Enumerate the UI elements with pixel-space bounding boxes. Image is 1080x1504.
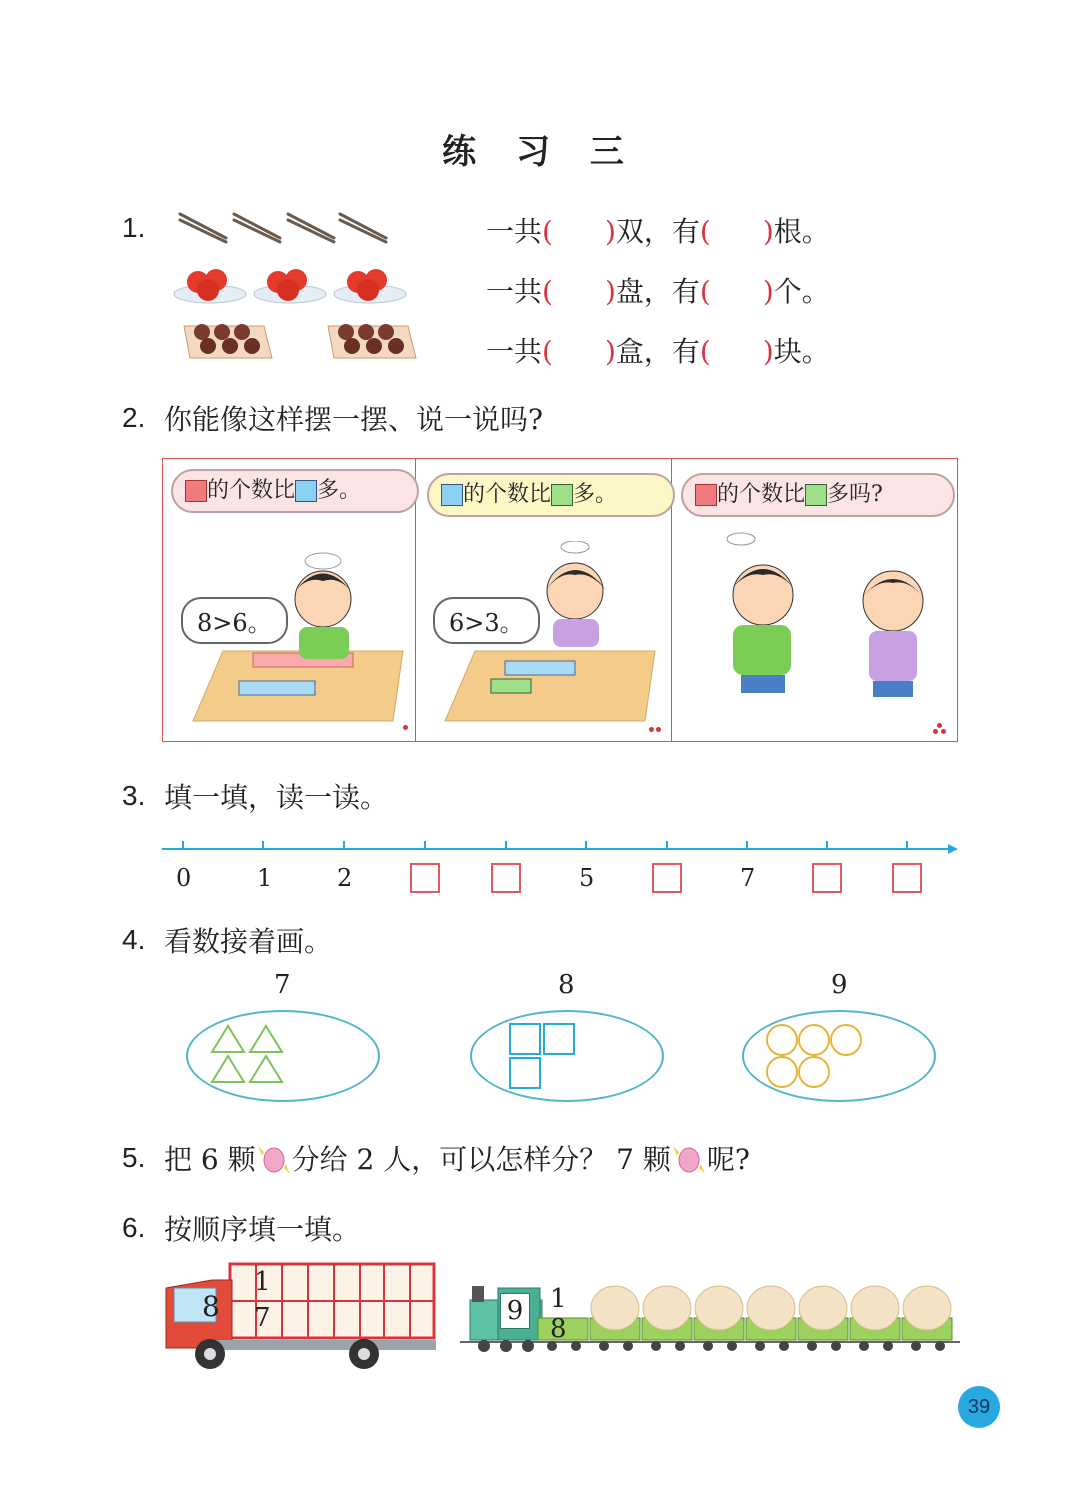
blue-cube-icon xyxy=(441,484,463,506)
number-line xyxy=(160,836,960,858)
q5-text-b: 分给 2 人，可以怎样分？ 7 颗 xyxy=(291,1143,671,1176)
bubble-text: 多。 xyxy=(317,478,362,503)
page-number-badge: 39 xyxy=(958,1386,1000,1428)
q1-line-2-b: 盘，有 xyxy=(615,275,700,308)
oval-number-2: 8 xyxy=(558,970,575,1000)
close-paren: ) xyxy=(604,275,616,308)
train-bottom-number: 8 xyxy=(550,1314,567,1344)
number-line-answer-box[interactable] xyxy=(491,863,521,893)
q4-text: 看数接着画。 xyxy=(164,925,333,958)
q4-number: 4. xyxy=(122,924,146,955)
tomato-plates-image xyxy=(172,262,412,304)
q1-line-1-b: 双，有 xyxy=(615,215,700,248)
bubble-text: 多。 xyxy=(573,482,618,507)
q3-text: 填一填，读一读。 xyxy=(164,781,389,814)
candy-icon xyxy=(256,1148,292,1176)
q6-number: 6. xyxy=(122,1212,146,1243)
thought-bubble-3 xyxy=(681,473,955,517)
close-paren: ) xyxy=(762,335,774,368)
q1-line-2 xyxy=(486,270,830,310)
q1-line-1-c: 根。 xyxy=(773,215,830,248)
truck-top-number: 1 xyxy=(254,1267,271,1297)
close-paren: ) xyxy=(604,335,616,368)
truck-cab-number: 8 xyxy=(202,1290,220,1323)
q2-text: 你能像这样摆一摆、说一说吗? xyxy=(164,403,544,436)
blue-cube-icon xyxy=(295,480,317,502)
q3-number: 3. xyxy=(122,780,146,811)
number-line-label: 2 xyxy=(337,864,353,892)
q1-line-3-b: 盒，有 xyxy=(615,335,700,368)
cake-boxes-image xyxy=(180,314,420,366)
panel-marker-2a xyxy=(649,727,654,732)
number-line-label: 0 xyxy=(176,864,192,892)
number-line-label: 5 xyxy=(579,864,595,892)
number-line-answer-box[interactable] xyxy=(812,863,842,893)
panel-marker-3b xyxy=(933,729,938,734)
number-line-answer-box[interactable] xyxy=(652,863,682,893)
truck-bottom-number: 7 xyxy=(254,1303,271,1333)
open-paren: ( xyxy=(699,215,711,248)
red-cube-icon xyxy=(695,484,717,506)
open-paren: ( xyxy=(542,335,553,368)
triangles-shapes xyxy=(208,1022,288,1086)
chopsticks-image xyxy=(176,208,396,244)
number-line-answer-box[interactable] xyxy=(892,863,922,893)
q1-line-1 xyxy=(486,210,830,250)
open-paren: ( xyxy=(699,275,711,308)
q1-line-1-a: 一共 xyxy=(486,215,543,248)
speech-bubble-1: 8>6。 xyxy=(181,597,288,644)
q5-text xyxy=(164,1138,750,1178)
candy-icon xyxy=(671,1148,707,1176)
close-paren: ) xyxy=(762,275,774,308)
speech-bubble-2: 6>3。 xyxy=(433,597,540,644)
train-engine-number: 9 xyxy=(500,1293,530,1329)
q1-line-3 xyxy=(486,330,830,370)
green-cube-icon xyxy=(805,484,827,506)
open-paren: ( xyxy=(542,275,553,308)
panel-marker-3c xyxy=(941,729,946,734)
train-top-number: 1 xyxy=(550,1284,567,1314)
q1-line-3-c: 块。 xyxy=(773,335,830,368)
red-cube-icon xyxy=(185,480,207,502)
boy-with-cubes-image xyxy=(173,541,413,737)
number-line-label: 1 xyxy=(257,864,273,892)
close-paren: ) xyxy=(604,215,616,248)
q1-line-2-c: 个。 xyxy=(773,275,830,308)
open-paren: ( xyxy=(699,335,711,368)
q6-text: 按顺序填一填。 xyxy=(164,1213,361,1246)
open-paren: ( xyxy=(542,215,553,248)
bubble-text: 多吗? xyxy=(827,482,883,507)
green-cube-icon xyxy=(551,484,573,506)
number-line-answer-box[interactable] xyxy=(410,863,440,893)
q2-number: 2. xyxy=(122,402,146,433)
thought-bubble-2 xyxy=(427,473,675,517)
close-paren: ) xyxy=(762,215,774,248)
panel-marker-2b xyxy=(656,727,661,732)
panel-marker-3a xyxy=(937,723,942,728)
q2-comic-strip xyxy=(162,458,958,742)
thought-bubble-1 xyxy=(171,469,419,513)
q5-number: 5. xyxy=(122,1142,146,1173)
oval-number-3: 9 xyxy=(831,970,848,1000)
oval-number-1: 7 xyxy=(274,970,291,1000)
q1-line-2-a: 一共 xyxy=(486,275,543,308)
circles-shapes xyxy=(764,1022,864,1090)
q1-number: 1. xyxy=(122,212,146,243)
bubble-text: 的个数比 xyxy=(463,482,552,507)
boy-and-girl-image xyxy=(683,523,953,737)
number-line-label: 7 xyxy=(740,864,756,892)
bubble-text: 的个数比 xyxy=(717,482,806,507)
bubble-text: 的个数比 xyxy=(207,478,296,503)
q1-line-3-a: 一共 xyxy=(486,335,543,368)
panel-marker-1 xyxy=(403,725,408,730)
girl-with-cubes-image xyxy=(425,541,665,737)
q5-text-a: 把 6 颗 xyxy=(164,1143,256,1176)
train-image xyxy=(460,1278,960,1356)
squares-shapes xyxy=(508,1022,580,1090)
page-title: 练 习 三 xyxy=(442,132,638,172)
q5-text-c: 呢? xyxy=(706,1143,750,1176)
